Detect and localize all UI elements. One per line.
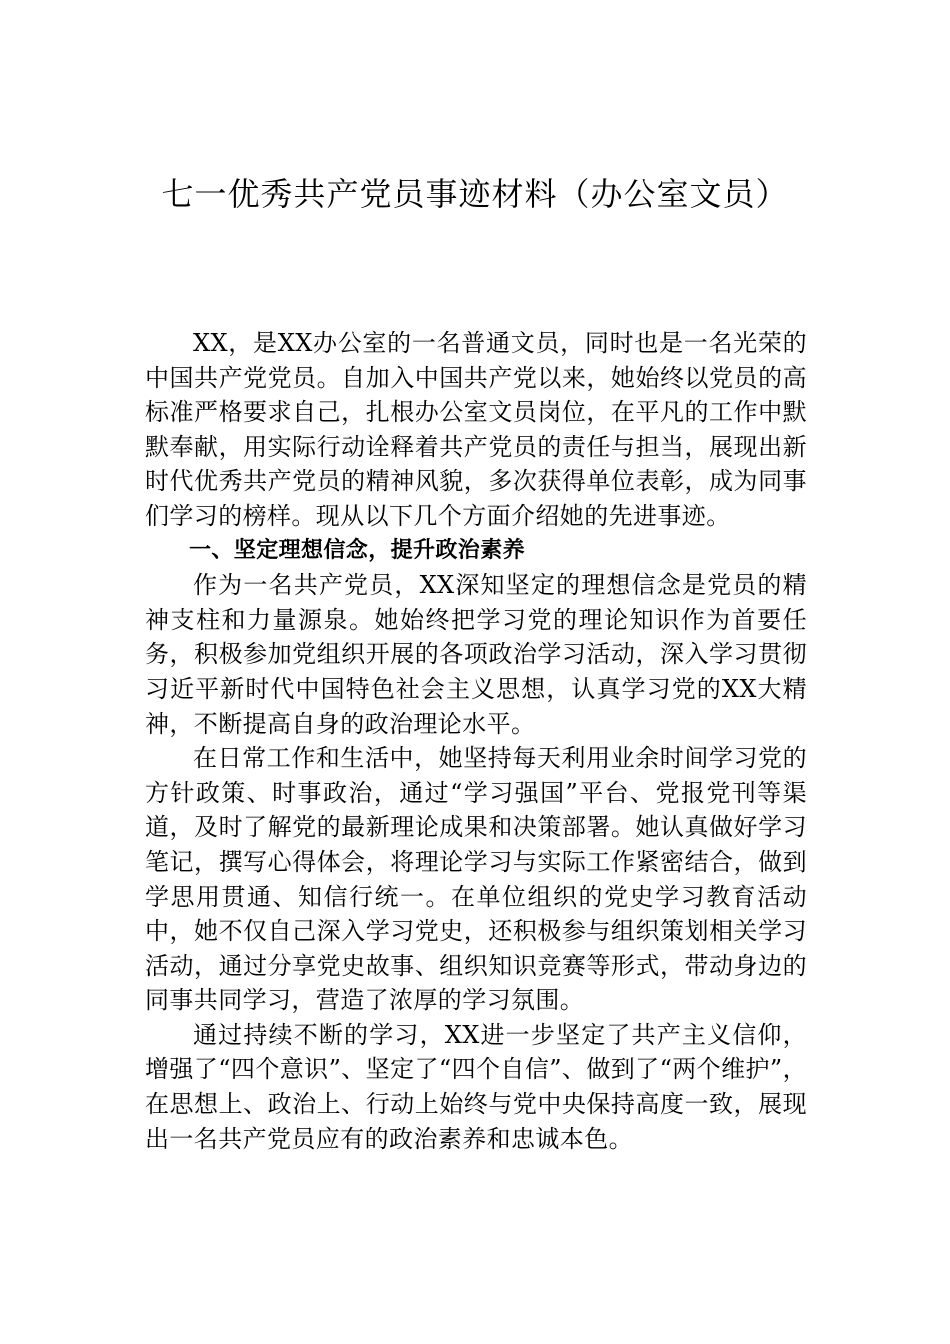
paragraph-intro: XX，是XX办公室的一名普通文员，同时也是一名光荣的中国共产党党员。自加入中国共产党以来，她始终以党员的高标准严格要求自己，扎根办公室文员岗位，在平凡的工作中默默奉献，用实际行动诠释着共产党员的责任与担当，展现出新时代优秀共产党员的精神风貌，多次获得单位表彰，成为同事们学习的榜样。现从以下几个方面介绍她的先进事迹。 xyxy=(145,329,807,530)
paragraph-1: 作为一名共产党员，XX深知坚定的理想信念是党员的精神支柱和力量源泉。她始终把学习党的理论知识作为首要任务，积极参加党组织开展的各项政治学习活动，深入学习贯彻习近平新时代中国特色社会主义思想，认真学习党的XX大精神，不断提高自身的政治理论水平。 xyxy=(145,571,807,738)
paragraph-2: 在日常工作和生活中，她坚持每天利用业余时间学习党的方针政策、时事政治，通过“学习强国”平台、党报党刊等渠道，及时了解党的最新理论成果和决策部署。她认真做好学习笔记，撰写心得体会，将理论学习与实际工作紧密结合，做到学思用贯通、知信行统一。在单位组织的党史学习教育活动中，她不仅自己深入学习党史，还积极参与组织策划相关学习活动，通过分享党史故事、组织知识竞赛等形式，带动身边的同事共同学习，营造了浓厚的学习氛围。 xyxy=(145,744,807,1015)
paragraph-3: 通过持续不断的学习，XX进一步坚定了共产主义信仰，增强了“四个意识”、坚定了“四个自信”、做到了“两个维护”，在思想上、政治上、行动上始终与党中央保持高度一致，展现出一名共产党员应有的政治素养和忠诚本色。 xyxy=(145,1020,807,1153)
document-body xyxy=(145,326,807,1156)
document-title: 七一优秀共产党员事迹材料（办公室文员） xyxy=(161,175,789,213)
section-heading-1: 一、坚定理想信念，提升政治素养 xyxy=(189,537,526,563)
